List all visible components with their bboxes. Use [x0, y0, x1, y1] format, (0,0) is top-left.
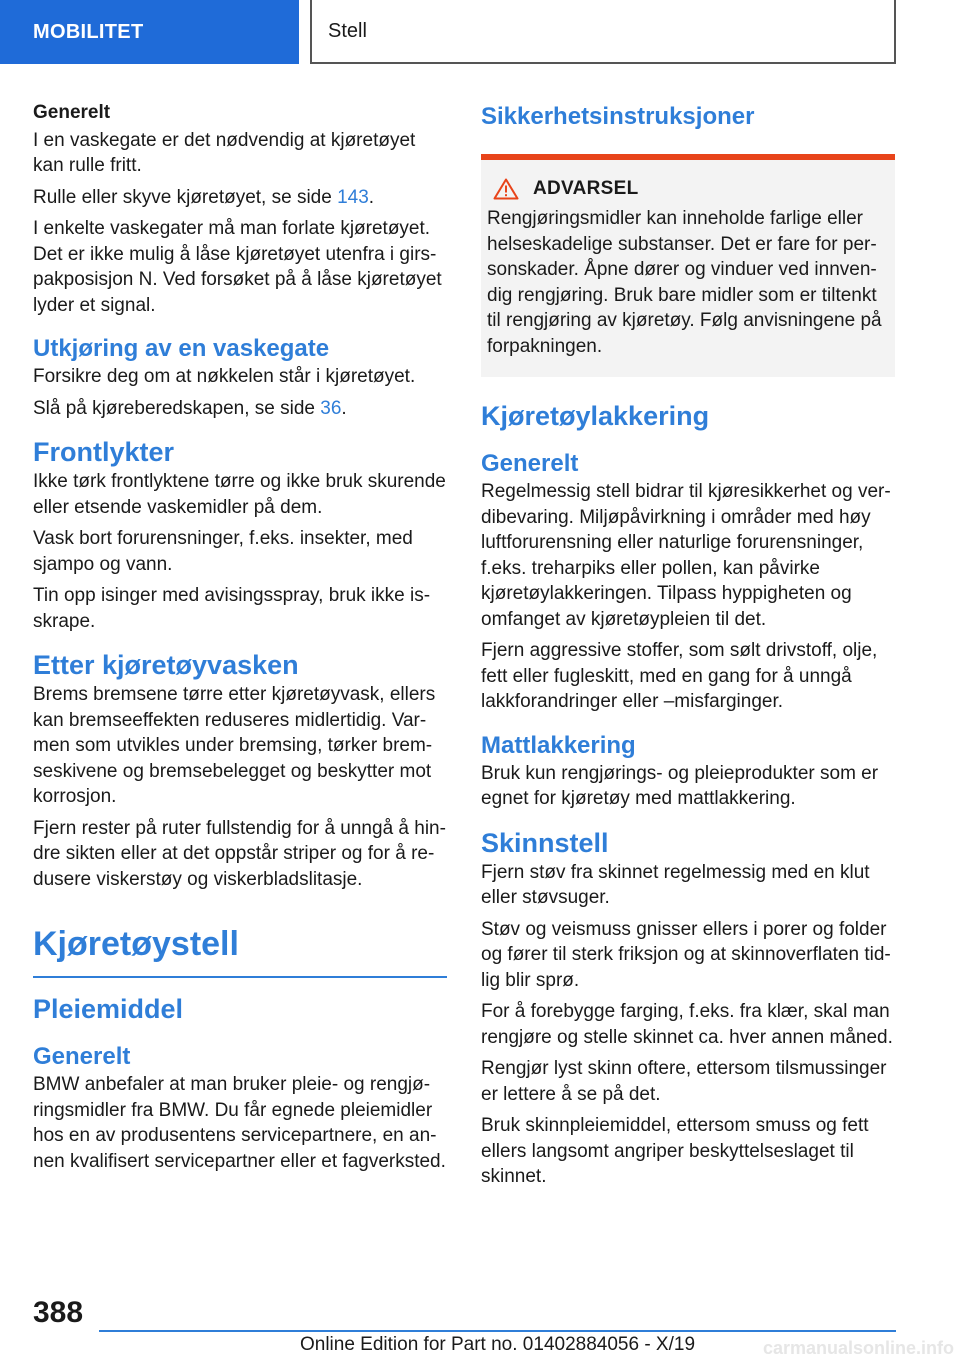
etter-heading: Etter kjøretøyvasken: [33, 650, 299, 680]
generelt-paragraph-3: I enkelte vaskegater må man forlate kjøretøyet. Det er ikke mulig å låse kjøretøyet utenfra i girspakposisjon N. Ved forsøket på å låse kjøretøyet lyder et signal.: [33, 218, 442, 316]
header-section-label: MOBILITET: [33, 20, 144, 43]
pleie-generelt-heading: Generelt: [33, 1043, 131, 1070]
skinn-paragraph-5: Bruk skinnpleiemiddel, ettersom smuss og fett ellers langsomt angriper beskyttelseslaget til skinnet.: [481, 1115, 869, 1187]
utkjoring-p2-end: .: [341, 397, 347, 419]
utkjoring-paragraph-1: Forsikre deg om at nøkkelen står i kjøretøyet.: [33, 366, 416, 387]
lakk-paragraph-1: Regelmessig stell bidrar til kjøresikkerhet og verdibevaring. Miljøpåvirkning i områder med høy luftforurensning eller naturlige forurensninger, f.eks. treharpiks eller pollen, kan påvirke kjøretøylakkeringen. Tilpass hyppigheten og omfanget av kjøretøypleien til det.: [481, 481, 891, 630]
generelt-paragraph-2: [33, 185, 447, 211]
header-chapter-tab: [310, 0, 896, 64]
generelt-p2-text: Rulle eller skyve kjøretøyet, se side: [33, 186, 338, 208]
frontlykter-paragraph-3: Tin opp isinger med avisingsspray, bruk ikke isskrape.: [33, 585, 431, 632]
utkjoring-heading: Utkjøring av en vaskegate: [33, 335, 330, 362]
frontlykter-heading: Frontlykter: [33, 437, 175, 467]
footer-divider: [99, 1330, 896, 1332]
warning-header: [487, 178, 887, 200]
page-number: 388: [33, 1296, 84, 1329]
matt-paragraph-1: Bruk kun rengjørings- og pleieprodukter som er egnet for kjøretøy med mattlakkering.: [481, 762, 879, 809]
kjoretoystell-heading: Kjøretøystell: [33, 922, 447, 978]
pleiemiddel-heading: Pleiemiddel: [33, 994, 184, 1024]
skinn-paragraph-4: Rengjør lyst skinn oftere, ettersom tilsmussinger er lettere å se på det.: [481, 1058, 887, 1105]
header-section-tab: [0, 0, 299, 64]
watermark: carmanualsonline.info: [762, 1338, 954, 1358]
utkjoring-p2-text: Slå på kjøreberedskapen, se side: [33, 397, 321, 419]
header-chapter-label: Stell: [328, 19, 367, 42]
lakk-generelt-heading: Generelt: [481, 450, 579, 477]
skinn-heading: Skinnstell: [481, 827, 609, 858]
warning-text: Rengjøringsmidler kan inneholde farlige eller helseskadelige substanser. Det er fare for personskader. Åpne dører og vinduer ved innvendig rengjøring. Bruk bare midler som er tiltenkt til rengjøring av kjøretøy. Følg anvisningene på forpakningen.: [487, 208, 882, 357]
footer-edition-text: Online Edition for Part no. 01402884056 - X/19: [299, 1334, 696, 1355]
page-link-143[interactable]: 143: [337, 186, 369, 208]
warning-label: ADVARSEL: [533, 178, 639, 199]
frontlykter-paragraph-1: Ikke tørk frontlyktene tørre og ikke bruk skurende eller etsende vaskemidler på dem.: [33, 471, 446, 518]
generelt-p2-end: .: [368, 186, 375, 208]
left-column: [33, 100, 447, 1180]
page-link-36[interactable]: 36: [320, 397, 342, 419]
right-column: [481, 100, 895, 1196]
etter-paragraph-1: Brems bremsene tørre etter kjøretøyvask, ellers kan bremseeffekten reduseres midlertidig. Varmen som utvikles under bremsing, tørker bremseskivene og bremsebelegget og beskytter mot korrosjon.: [33, 684, 436, 807]
skinn-paragraph-1: Fjern støv fra skinnet regelmessig med en klut eller støvsuger.: [481, 861, 870, 908]
lakk-paragraph-2: Fjern aggressive stoffer, som sølt drivstoff, olje, fett eller fugleskitt, med en gang for å unngå lakkforandringer eller –misfarginger.: [481, 640, 878, 712]
warning-box: [481, 154, 895, 377]
generelt-heading: Generelt: [33, 102, 111, 123]
warning-triangle-icon: [493, 178, 519, 200]
skinn-paragraph-2: Støv og veismuss gnisser ellers i porer og folder og fører til sterk friksjon og at skinnoverflaten tidlig blir sprø.: [481, 918, 891, 991]
matt-heading: Mattlakkering: [481, 731, 636, 759]
safety-heading: Sikkerhetsinstruksjoner: [481, 103, 755, 130]
generelt-paragraph-1: I en vaskegate er det nødvendig at kjøretøyet kan rulle fritt.: [33, 129, 416, 176]
lakk-heading: Kjøretøylakkering: [481, 401, 710, 431]
skinn-paragraph-3: For å forebygge farging, f.eks. fra klær, skal man rengjøre og stelle skinnet ca. hver annen måned.: [481, 1001, 893, 1048]
utkjoring-paragraph-2: [33, 396, 447, 422]
pleie-generelt-paragraph-1: BMW anbefaler at man bruker pleie- og rengjøringsmidler fra BMW. Du får egnede pleiemidler hos en av produsentens servicepartnere, en annen kvalifisert servicepartner eller et fagverksted.: [33, 1074, 446, 1172]
etter-paragraph-2: Fjern rester på ruter fullstendig for å unngå å hindre sikten eller at det oppstår striper og for å redusere viskerstøy og viskerbladslitasje.: [33, 817, 446, 890]
frontlykter-paragraph-2: Vask bort forurensninger, f.eks. insekter, med sjampo og vann.: [33, 528, 413, 575]
